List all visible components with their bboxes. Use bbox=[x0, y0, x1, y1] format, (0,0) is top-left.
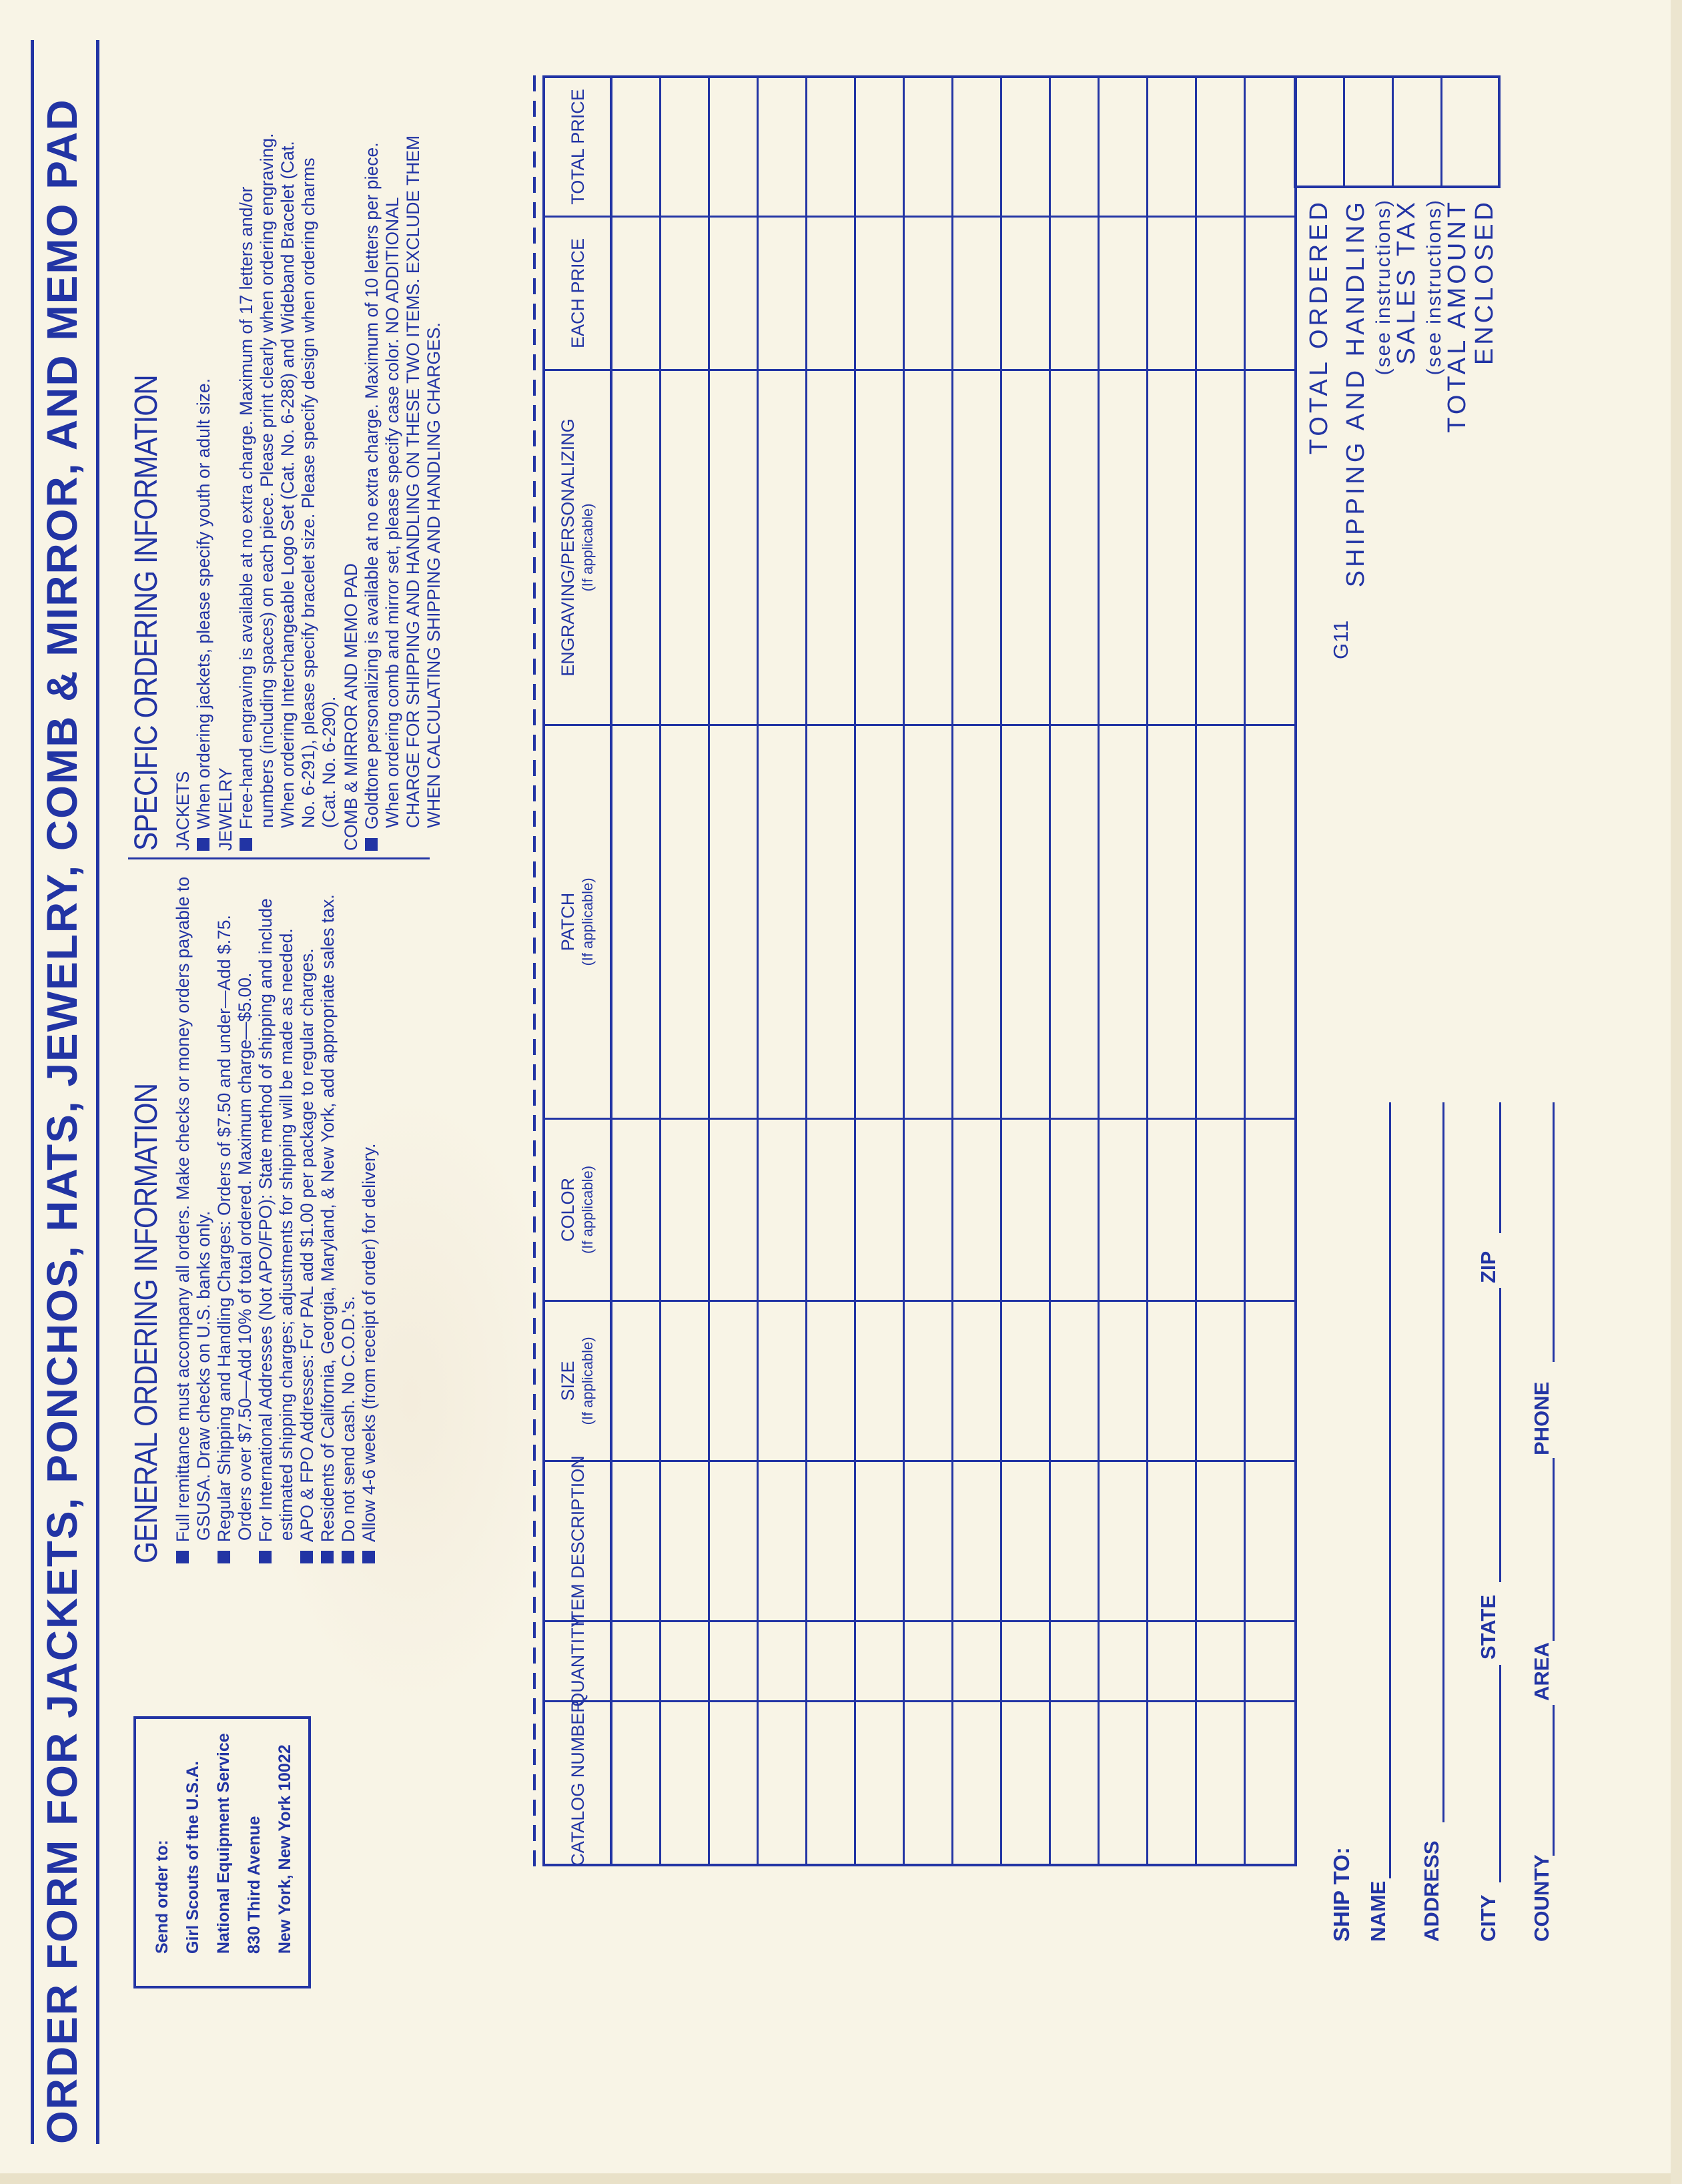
total-ordered-box[interactable] bbox=[1296, 78, 1345, 186]
table-cell[interactable] bbox=[953, 724, 1002, 1118]
ship-to-heading: SHIP TO: bbox=[1329, 1847, 1354, 1942]
table-cell[interactable] bbox=[953, 1118, 1002, 1300]
state-fill-line[interactable] bbox=[1499, 1288, 1501, 1582]
county-fill-line[interactable] bbox=[1553, 1705, 1555, 1856]
table-cell[interactable] bbox=[1002, 1620, 1051, 1700]
table-cell[interactable] bbox=[1197, 369, 1246, 724]
table-cell[interactable] bbox=[1148, 1300, 1197, 1460]
table-cell[interactable] bbox=[1197, 1118, 1246, 1300]
table-cell[interactable] bbox=[905, 216, 953, 369]
area-fill-line[interactable] bbox=[1553, 1458, 1555, 1641]
table-cell[interactable] bbox=[612, 1620, 661, 1700]
table-cell[interactable] bbox=[710, 369, 759, 724]
phone-label: PHONE bbox=[1530, 1381, 1553, 1455]
table-cell[interactable] bbox=[905, 1300, 953, 1460]
bullet-square-icon bbox=[365, 838, 378, 851]
table-cell[interactable] bbox=[710, 1118, 759, 1300]
table-cell[interactable] bbox=[1002, 1700, 1051, 1864]
send-order-box bbox=[133, 1716, 311, 1988]
table-cell[interactable] bbox=[1100, 1700, 1148, 1864]
column-header-quantity: QUANTITY bbox=[545, 1620, 612, 1700]
detach-dashed-line bbox=[533, 75, 536, 1866]
table-cell[interactable] bbox=[1002, 216, 1051, 369]
send-order-intro: Send order to: bbox=[153, 1840, 171, 1954]
table-cell[interactable] bbox=[1246, 1620, 1294, 1700]
table-cell[interactable] bbox=[759, 1118, 807, 1300]
table-cell[interactable] bbox=[1002, 724, 1051, 1118]
table-cell[interactable] bbox=[661, 1300, 710, 1460]
specific-bullet: Free-hand engraving is available at no extra charge. Maximum of 17 letters and/or numbers (including spaces) on each piece. Please print clearly when ordering engraving. When ordering Interchangeable Logo Set (Cat. No. 6-288) and Wideband Bracelet (Cat. No. 6-291), please specify bracelet size. Please specify design when ordering charms (Cat. No. 6-290). bbox=[236, 127, 340, 851]
sales-tax-label: SALES TAX (see instructions) bbox=[1392, 199, 1445, 376]
table-cell[interactable] bbox=[807, 216, 856, 369]
table-cell[interactable] bbox=[807, 1300, 856, 1460]
table-cell[interactable] bbox=[612, 1460, 661, 1620]
county-label: COUNTY bbox=[1530, 1854, 1553, 1942]
table-cell[interactable] bbox=[856, 724, 905, 1118]
table-cell[interactable] bbox=[1051, 1460, 1100, 1620]
table-cell[interactable] bbox=[1197, 216, 1246, 369]
table-cell[interactable] bbox=[1246, 369, 1294, 724]
city-fill-line[interactable] bbox=[1499, 1665, 1501, 1882]
column-header-size: SIZE (If applicable) bbox=[545, 1300, 612, 1460]
table-cell[interactable] bbox=[807, 1460, 856, 1620]
table-cell[interactable] bbox=[1246, 1460, 1294, 1620]
table-cell[interactable] bbox=[1148, 1620, 1197, 1700]
table-cell[interactable] bbox=[1246, 216, 1294, 369]
table-cell[interactable] bbox=[612, 1700, 661, 1864]
column-header-item-description: ITEM DESCRIPTION bbox=[545, 1460, 612, 1620]
form-title: ORDER FORM FOR JACKETS, PONCHOS, HATS, JEWELRY, COMB & MIRROR, AND MEMO PAD bbox=[38, 98, 86, 2144]
general-bullet: Regular Shipping and Handling Charges: Orders of $7.50 and under—Add $.75. Orders over $7.50—Add 10% of total ordered. Maximum charge—$5.00. bbox=[214, 866, 256, 1563]
bullet-square-icon bbox=[321, 1551, 334, 1563]
table-cell[interactable] bbox=[856, 1300, 905, 1460]
table-cell[interactable] bbox=[759, 1300, 807, 1460]
total-ordered-label: TOTAL ORDERED bbox=[1304, 199, 1333, 455]
table-cell[interactable] bbox=[1002, 369, 1051, 724]
table-cell[interactable] bbox=[856, 369, 905, 724]
general-section-heading: GENERAL ORDERING INFORMATION bbox=[129, 1083, 164, 1563]
state-label: STATE bbox=[1477, 1594, 1500, 1660]
general-bullet: Full remittance must accompany all orders. Make checks or money orders payable to GSUSA. Draw checks on U.S. banks only. bbox=[173, 866, 214, 1563]
table-cell[interactable] bbox=[1197, 724, 1246, 1118]
order-table bbox=[542, 75, 1297, 1866]
title-rule-top bbox=[31, 40, 34, 2144]
table-cell[interactable] bbox=[710, 216, 759, 369]
table-cell[interactable] bbox=[807, 78, 856, 216]
general-bullet: APO & FPO Addresses: For PAL add $1.00 per package to regular charges. bbox=[297, 866, 318, 1563]
table-cell[interactable] bbox=[1197, 78, 1246, 216]
table-cell[interactable] bbox=[905, 369, 953, 724]
table-cell[interactable] bbox=[856, 1620, 905, 1700]
table-cell[interactable] bbox=[710, 1620, 759, 1700]
table-cell[interactable] bbox=[1148, 1700, 1197, 1864]
bullet-square-icon bbox=[197, 838, 209, 851]
totals-boxes bbox=[1294, 75, 1501, 188]
table-cell[interactable] bbox=[1051, 369, 1100, 724]
bullet-square-icon bbox=[362, 1551, 375, 1563]
table-cell[interactable] bbox=[1051, 1118, 1100, 1300]
table-cell[interactable] bbox=[759, 1620, 807, 1700]
table-cell[interactable] bbox=[856, 216, 905, 369]
table-cell[interactable] bbox=[1100, 1460, 1148, 1620]
send-order-line: New York, New York 10022 bbox=[276, 1744, 294, 1954]
table-cell[interactable] bbox=[661, 1620, 710, 1700]
name-fill-line[interactable] bbox=[1389, 1102, 1391, 1878]
table-cell[interactable] bbox=[1002, 78, 1051, 216]
zip-label: ZIP bbox=[1477, 1250, 1500, 1283]
table-cell[interactable] bbox=[856, 78, 905, 216]
table-cell[interactable] bbox=[953, 1300, 1002, 1460]
table-cell[interactable] bbox=[1197, 1700, 1246, 1864]
title-rule-bottom bbox=[96, 40, 99, 2144]
table-cell[interactable] bbox=[1051, 724, 1100, 1118]
table-cell[interactable] bbox=[1197, 1620, 1246, 1700]
column-header-each-price: EACH PRICE bbox=[545, 216, 612, 369]
table-cell[interactable] bbox=[1002, 1118, 1051, 1300]
general-bullet: For International Addresses (Not APO/FPO): State method of shipping and include estimated shipping charges; adjustments for shipping will be made as needed. bbox=[256, 866, 297, 1563]
page-edge-shadow-left bbox=[0, 2173, 1682, 2184]
sales-tax-box[interactable] bbox=[1394, 78, 1442, 186]
table-cell[interactable] bbox=[612, 369, 661, 724]
table-cell[interactable] bbox=[710, 78, 759, 216]
table-cell[interactable] bbox=[1148, 78, 1197, 216]
table-cell[interactable] bbox=[807, 369, 856, 724]
table-cell[interactable] bbox=[905, 1620, 953, 1700]
table-cell[interactable] bbox=[661, 78, 710, 216]
form-code: G11 bbox=[1329, 619, 1352, 659]
name-label: NAME bbox=[1366, 1880, 1390, 1942]
bullet-square-icon bbox=[176, 1551, 189, 1563]
table-cell[interactable] bbox=[710, 724, 759, 1118]
table-cell[interactable] bbox=[953, 216, 1002, 369]
table-cell[interactable] bbox=[1148, 216, 1197, 369]
bullet-square-icon bbox=[218, 1551, 230, 1563]
table-cell[interactable] bbox=[710, 1460, 759, 1620]
table-cell[interactable] bbox=[1148, 1118, 1197, 1300]
specific-bullet: Goldtone personalizing is available at no extra charge. Maximum of 10 letters per piece. When ordering comb and mirror set, please specify case color. NO ADDITIONAL CHARGE FOR SHIPPING AND HANDLING ON THESE TWO ITEMS. EXCLUDE THEM WHEN CALCULATING SHIPPING AND HANDLING CHARGES. bbox=[362, 127, 444, 851]
table-cell[interactable] bbox=[1100, 1118, 1148, 1300]
table-cell[interactable] bbox=[953, 78, 1002, 216]
zip-fill-line[interactable] bbox=[1499, 1102, 1501, 1233]
table-cell[interactable] bbox=[612, 1118, 661, 1300]
table-cell[interactable] bbox=[1051, 1620, 1100, 1700]
table-cell[interactable] bbox=[1100, 369, 1148, 724]
table-cell[interactable] bbox=[612, 216, 661, 369]
table-cell[interactable] bbox=[661, 724, 710, 1118]
table-cell[interactable] bbox=[1197, 1460, 1246, 1620]
table-cell[interactable] bbox=[1246, 1700, 1294, 1864]
table-cell[interactable] bbox=[661, 1460, 710, 1620]
table-cell[interactable] bbox=[759, 1700, 807, 1864]
subsection-heading-comb-mirror-memo-pad: COMB & MIRROR AND MEMO PAD bbox=[341, 563, 361, 851]
table-cell[interactable] bbox=[905, 724, 953, 1118]
info-column-separator bbox=[128, 857, 430, 859]
column-header-catalog-number: CATALOG NUMBER bbox=[545, 1700, 612, 1864]
table-cell[interactable] bbox=[1148, 724, 1197, 1118]
general-ordering-information-section bbox=[128, 866, 380, 1563]
specific-ordering-information-section bbox=[128, 127, 444, 851]
table-cell[interactable] bbox=[759, 724, 807, 1118]
table-cell[interactable] bbox=[1246, 724, 1294, 1118]
column-header-engraving-personalizing: ENGRAVING/PERSONALIZING (If applicable) bbox=[545, 369, 612, 724]
send-order-line: 830 Third Avenue bbox=[245, 1816, 264, 1954]
general-bullet: Do not send cash. No C.O.D.'s. bbox=[338, 866, 359, 1563]
send-order-line: National Equipment Service bbox=[214, 1733, 233, 1954]
table-cell[interactable] bbox=[1100, 1300, 1148, 1460]
table-cell[interactable] bbox=[759, 369, 807, 724]
table-cell[interactable] bbox=[612, 1300, 661, 1460]
address-fill-line[interactable] bbox=[1442, 1102, 1444, 1822]
table-cell[interactable] bbox=[1051, 78, 1100, 216]
table-cell[interactable] bbox=[856, 1460, 905, 1620]
page-edge-shadow-bottom bbox=[1671, 0, 1682, 2184]
city-label: CITY bbox=[1477, 1894, 1500, 1942]
table-cell[interactable] bbox=[661, 369, 710, 724]
table-cell[interactable] bbox=[905, 78, 953, 216]
table-cell[interactable] bbox=[953, 1620, 1002, 1700]
bullet-square-icon bbox=[342, 1551, 354, 1563]
phone-fill-line[interactable] bbox=[1553, 1102, 1555, 1362]
table-cell[interactable] bbox=[1246, 78, 1294, 216]
table-cell[interactable] bbox=[710, 1300, 759, 1460]
table-cell[interactable] bbox=[1002, 1460, 1051, 1620]
column-header-patch: PATCH (If applicable) bbox=[545, 724, 612, 1118]
table-cell[interactable] bbox=[953, 1460, 1002, 1620]
table-cell[interactable] bbox=[1051, 1300, 1100, 1460]
shipping-and-handling-label: SHIPPING AND HANDLING (see instructions) bbox=[1342, 199, 1394, 588]
bullet-square-icon bbox=[240, 838, 252, 851]
area-label: AREA bbox=[1530, 1642, 1553, 1701]
table-cell[interactable] bbox=[1197, 1300, 1246, 1460]
table-cell[interactable] bbox=[759, 216, 807, 369]
table-cell[interactable] bbox=[661, 1700, 710, 1864]
table-cell[interactable] bbox=[1002, 1300, 1051, 1460]
bullet-square-icon bbox=[259, 1551, 272, 1563]
specific-bullet: When ordering jackets, please specify youth or adult size. bbox=[193, 127, 214, 851]
table-cell[interactable] bbox=[807, 1118, 856, 1300]
table-cell[interactable] bbox=[807, 724, 856, 1118]
send-order-line: Girl Scouts of the U.S.A. bbox=[183, 1761, 202, 1954]
table-cell[interactable] bbox=[759, 78, 807, 216]
table-cell[interactable] bbox=[807, 1620, 856, 1700]
table-cell[interactable] bbox=[905, 1460, 953, 1620]
table-cell[interactable] bbox=[953, 369, 1002, 724]
table-cell[interactable] bbox=[1051, 216, 1100, 369]
column-header-total-price: TOTAL PRICE bbox=[545, 78, 612, 216]
table-cell[interactable] bbox=[1100, 1620, 1148, 1700]
general-bullet: Allow 4-6 weeks (from receipt of order) for delivery. bbox=[359, 866, 380, 1563]
table-cell[interactable] bbox=[1148, 1460, 1197, 1620]
table-cell[interactable] bbox=[856, 1118, 905, 1300]
table-cell[interactable] bbox=[1100, 724, 1148, 1118]
table-cell[interactable] bbox=[905, 1700, 953, 1864]
general-bullet: Residents of California, Georgia, Maryland, & New York, add appropriate sales tax. bbox=[318, 866, 338, 1563]
table-cell[interactable] bbox=[953, 1700, 1002, 1864]
table-cell[interactable] bbox=[1246, 1118, 1294, 1300]
address-label: ADDRESS bbox=[1420, 1840, 1443, 1942]
shipping-and-handling-box[interactable] bbox=[1345, 78, 1394, 186]
table-cell[interactable] bbox=[759, 1460, 807, 1620]
table-cell[interactable] bbox=[661, 1118, 710, 1300]
table-cell[interactable] bbox=[905, 1118, 953, 1300]
table-cell[interactable] bbox=[1100, 78, 1148, 216]
table-cell[interactable] bbox=[1148, 369, 1197, 724]
table-cell[interactable] bbox=[612, 78, 661, 216]
table-cell[interactable] bbox=[1100, 216, 1148, 369]
specific-section-heading: SPECIFIC ORDERING INFORMATION bbox=[129, 375, 164, 851]
table-cell[interactable] bbox=[1051, 1700, 1100, 1864]
total-amount-enclosed-box[interactable] bbox=[1442, 78, 1491, 186]
column-header-color: COLOR (If applicable) bbox=[545, 1118, 612, 1300]
subsection-heading-jewelry: JEWELRY bbox=[216, 767, 236, 851]
bullet-square-icon bbox=[300, 1551, 313, 1563]
table-cell[interactable] bbox=[661, 216, 710, 369]
table-cell[interactable] bbox=[612, 724, 661, 1118]
total-amount-enclosed-label: TOTAL AMOUNT ENCLOSED bbox=[1443, 199, 1499, 433]
subsection-heading-jackets: JACKETS bbox=[173, 771, 193, 851]
table-cell[interactable] bbox=[856, 1700, 905, 1864]
table-cell[interactable] bbox=[710, 1700, 759, 1864]
table-cell[interactable] bbox=[807, 1700, 856, 1864]
table-cell[interactable] bbox=[1246, 1300, 1294, 1460]
